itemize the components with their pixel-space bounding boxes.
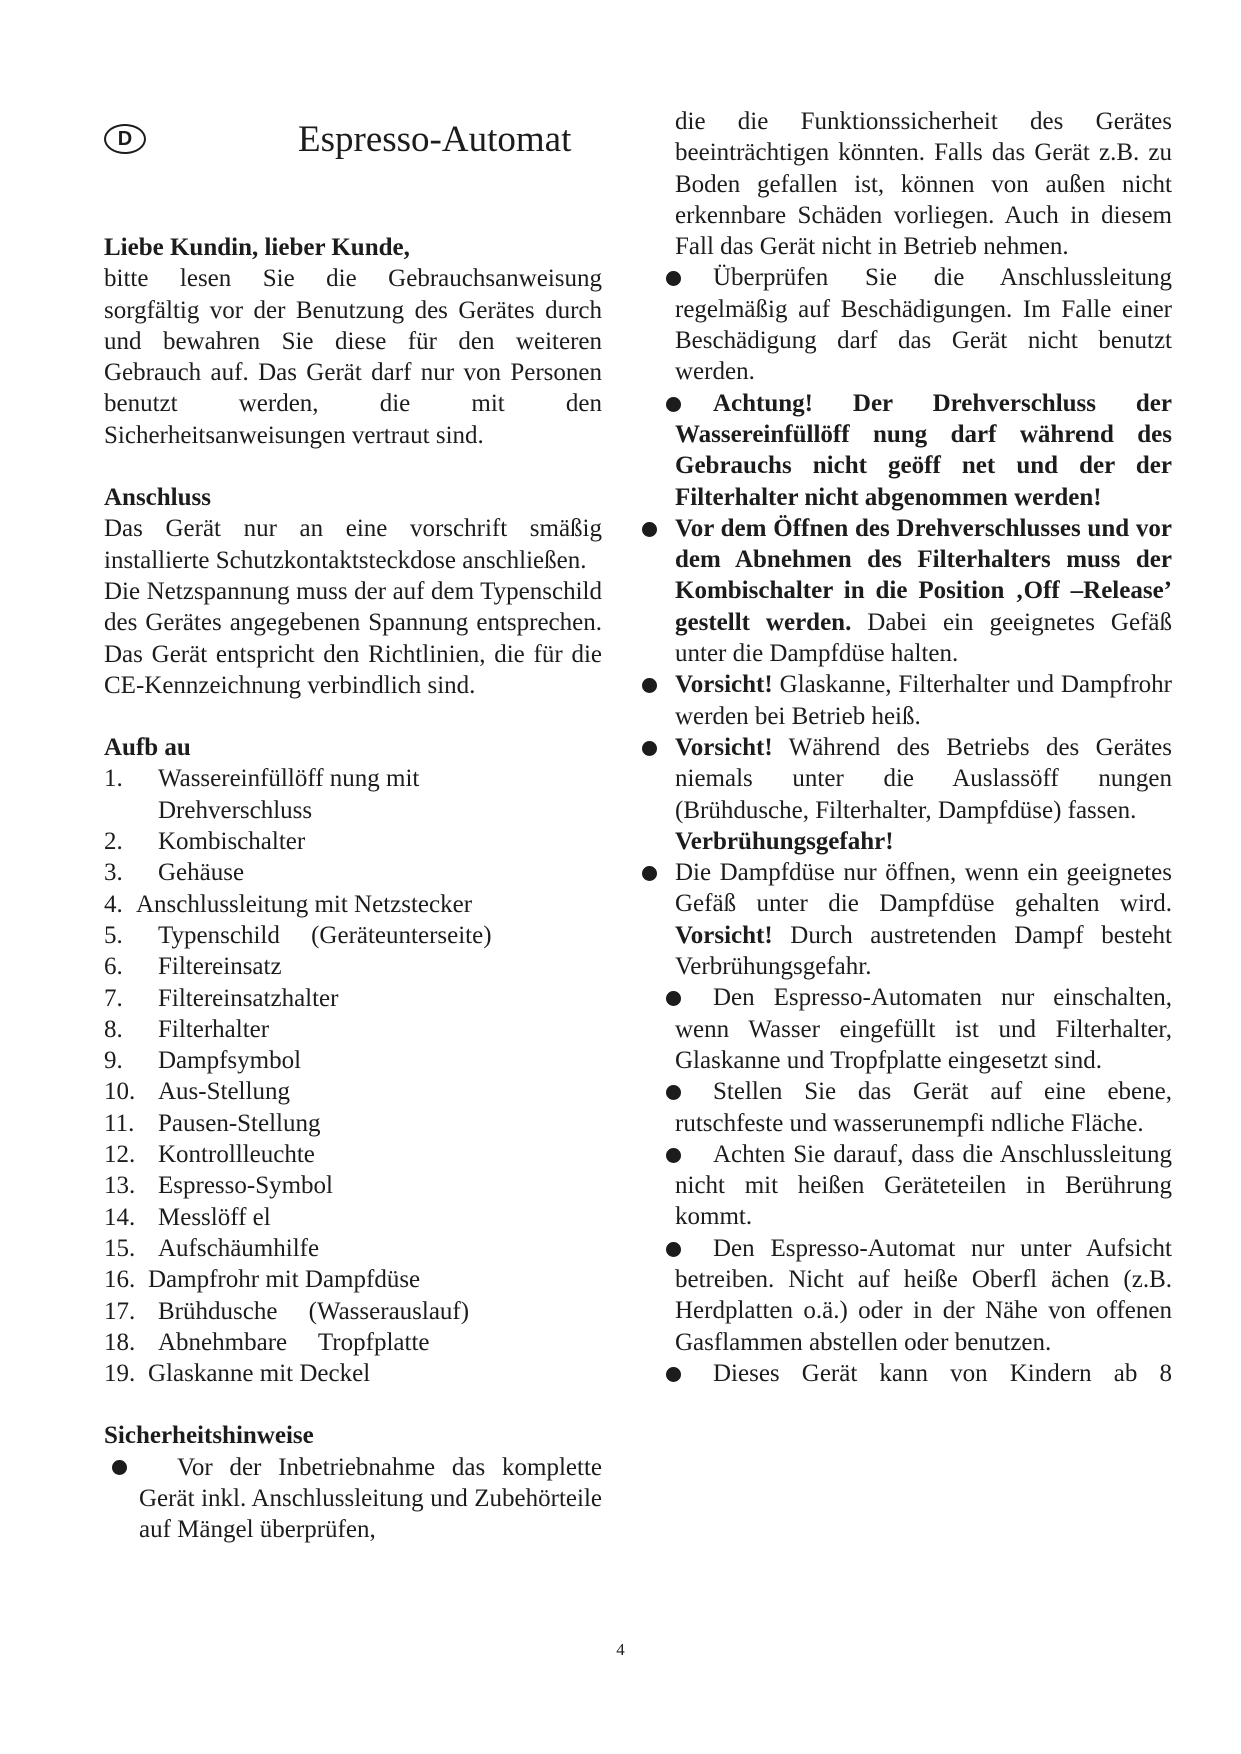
- bullet-icon: [642, 741, 657, 756]
- list-item: 13. Espresso-Symbol: [104, 1172, 333, 1200]
- bullet-icon: [666, 397, 681, 412]
- left-column: [104, 108, 602, 1546]
- anschluss-para-1: Das Gerät nur an eine vorschrift smäßig installierte Schutzkontaktsteckdose anschließen.: [104, 515, 602, 574]
- bullet-icon: [642, 678, 657, 693]
- list-item: 12. Kontrollleuchte: [104, 1141, 315, 1169]
- list-item: 11. Pausen-Stellung: [104, 1109, 321, 1137]
- intro-text: bitte lesen Sie die Gebrauchsanweisung sorgfältig vor der Benutzung des Gerätes durch und bewahren Sie diese für den weiteren Gebrauch auf. Das Gerät darf nur von Personen benutzt werden, die mit den Sicherheitsanweisungen vertraut sind.: [104, 265, 602, 449]
- list-item: 5. Typenschild (Geräteunterseite): [104, 921, 492, 949]
- list-item: 9. Dampfsymbol: [104, 1047, 302, 1075]
- list-item: 6. Filtereinsatz: [104, 953, 282, 981]
- bullet-icon: [642, 866, 657, 881]
- safety-bullet: Stellen Sie das Gerät auf eine ebene, rutschfeste und wasserunempfi ndliche Fläche.: [640, 1076, 1172, 1139]
- page-number: 4: [616, 1640, 625, 1659]
- aufbau-heading: Aufb au: [104, 734, 191, 762]
- list-item: 3. Gehäuse: [104, 859, 245, 887]
- safety-bullet: Dieses Gerät kann von Kindern ab 8: [640, 1358, 1172, 1389]
- safety-bullet: Vorsicht! Während des Betriebs des Gerätes niemals unter die Auslassöff nungen (Brühdusche, Filterhalter, Dampfdüse) fassen. Verbrühungsgefahr!: [640, 732, 1172, 857]
- list-item: 2. Kombischalter: [104, 828, 306, 856]
- safety-heading: Sicherheitshinweise: [104, 1422, 314, 1450]
- bullet-icon: [666, 1367, 681, 1382]
- safety-bullet: Achtung! Der Drehverschluss der Wassereinfüllöff nung darf während des Gebrauchs nicht geöff net und der der Filterhalter nicht abgenommen werden!: [640, 388, 1172, 513]
- anschluss-para-2: Die Netzspannung muss der auf dem Typenschild des Gerätes angegebenen Spannung entsprechen. Das Gerät entspricht den Richtlinien, die für die CE-Kennzeichnung verbindlich sind.: [104, 577, 602, 699]
- bullet-icon: [666, 1242, 681, 1257]
- safety-bullet: Achten Sie darauf, dass die Anschlussleitung nicht mit heißen Geräteteilen in Berührung kommt.: [640, 1139, 1172, 1233]
- list-item: 8. Filterhalter: [104, 1015, 270, 1043]
- list-item: 17. Brühdusche (Wasserauslauf): [104, 1297, 470, 1325]
- bullet-icon: [642, 522, 657, 537]
- list-item: 7. Filtereinsatzhalter: [104, 984, 339, 1012]
- list-item: Drehverschluss: [158, 796, 313, 824]
- list-item: 10. Aus-Stellung: [104, 1078, 290, 1106]
- list-item: 1. Wassereinfüllöff nung mit: [104, 765, 420, 793]
- bullet-icon: [112, 1460, 127, 1475]
- parts-list: [104, 763, 602, 1389]
- safety-bullet: Den Espresso-Automaten nur einschalten, wenn Wasser eingefüllt ist und Filterhalter, Glaskanne und Tropfplatte eingesetzt sind.: [640, 982, 1172, 1076]
- list-item: 14. Messlöff el: [104, 1203, 271, 1231]
- right-column: [640, 108, 1172, 1389]
- list-item: 18. Abnehmbare Tropfplatte: [104, 1328, 430, 1356]
- safety-bullet: Vor dem Öffnen des Drehverschlusses und vor dem Abnehmen des Filterhalters muss der Kombischalter in die Position ‚Off –Release’ gestellt werden. Dabei ein geeignetes Gefäß unter die Dampfdüse halten.: [640, 513, 1172, 669]
- list-item: 19. Glaskanne mit Deckel: [104, 1360, 371, 1388]
- safety-continuation: die die Funktionssicherheit des Gerätes beeinträchtigen könnten. Falls das Gerät z.B. zu Boden gefallen ist, können von außen nicht erkennbare Schäden vorliegen. Auch in diesem Fall das Gerät nicht in Betrieb nehmen.: [675, 108, 1172, 261]
- anschluss-heading: Anschluss: [104, 484, 211, 512]
- safety-bullet: Vorsicht! Glaskanne, Filterhalter und Dampfrohr werden bei Betrieb heiß.: [640, 669, 1172, 732]
- intro-heading: Liebe Kundin, lieber Kunde,: [104, 234, 410, 261]
- safety-bullet: Vor der Inbetriebnahme das komplette Gerät inkl. Anschlussleitung und Zubehörteile auf Mängel überprüfen,: [104, 1452, 602, 1546]
- list-item: 15. Aufschäumhilfe: [104, 1234, 320, 1262]
- page-header: [104, 108, 602, 170]
- bullet-icon: [666, 1148, 681, 1163]
- safety-bullet: Den Espresso-Automat nur unter Aufsicht betreiben. Nicht auf heiße Oberfl ächen (z.B. Herdplatten o.ä.) oder in der Nähe von offenen Gasflammen abstellen oder benutzen.: [640, 1233, 1172, 1358]
- safety-bullet: Überprüfen Sie die Anschlussleitung regelmäßig auf Beschädigungen. Im Falle einer Beschädigung darf das Gerät nicht benutzt werden.: [640, 262, 1172, 387]
- language-badge: D: [104, 124, 146, 154]
- safety-bullet: Die Dampfdüse nur öffnen, wenn ein geeignetes Gefäß unter die Dampfdüse gehalten wird. Vorsicht! Durch austretenden Dampf besteht Verbrühungsgefahr.: [640, 857, 1172, 982]
- page-title: Espresso-Automat: [298, 118, 572, 160]
- list-item: 16. Dampfrohr mit Dampfdüse: [104, 1266, 421, 1294]
- list-item: 4. Anschlussleitung mit Netzstecker: [104, 890, 473, 918]
